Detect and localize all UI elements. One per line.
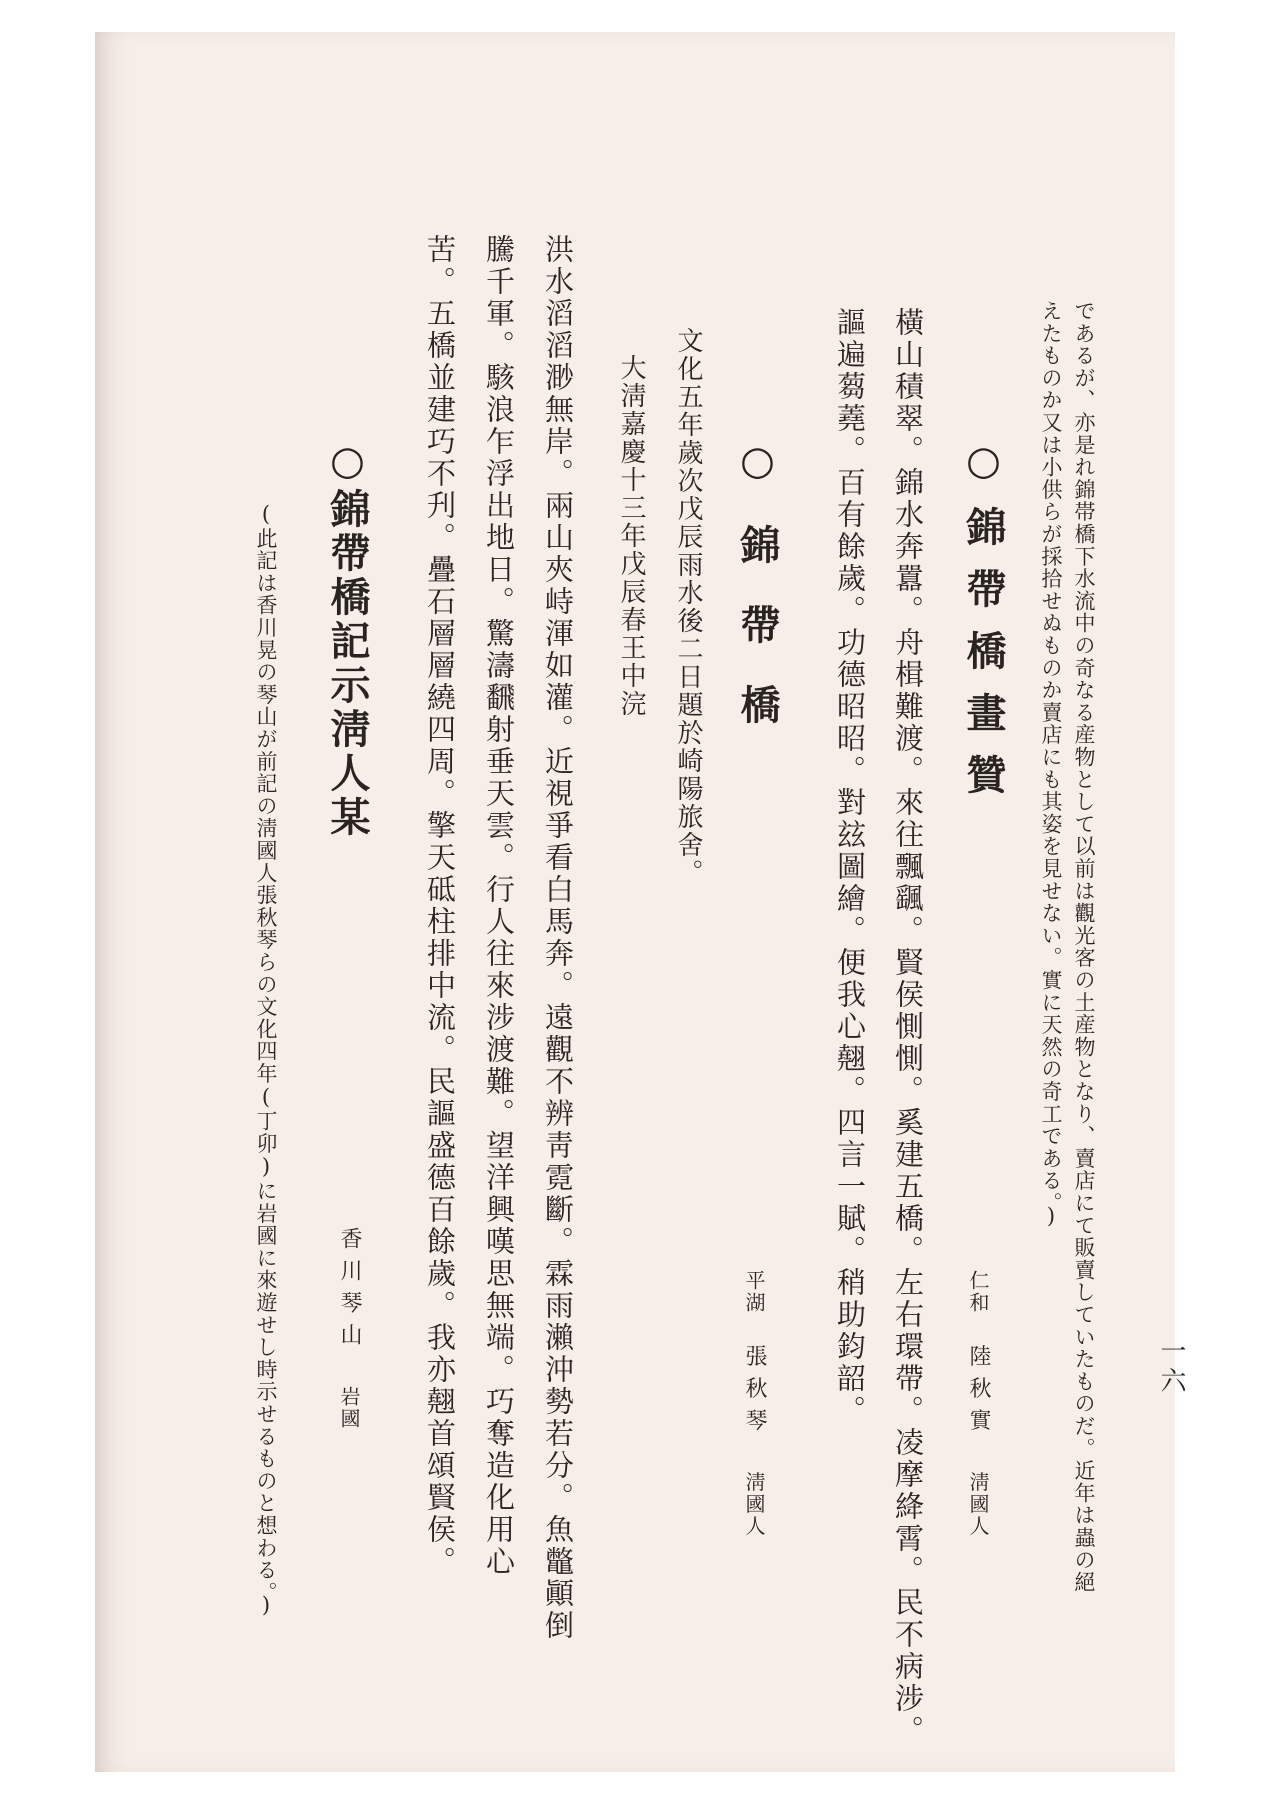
prose-line-2: えたものか又は小供らが採拾せぬものか賣店にも其姿を見せない。實に天然の奇工である。) [1039,300,1063,1230]
prose-line-1: であるが、亦是れ錦帯橋下水流中の奇なる産物として以前は觀光客の土産物となり、賣店にて販賣していたものだ。近年は蟲の絕 [1072,300,1096,1594]
section2-date-line-1: 文化五年歲次戊辰雨水後二日題於崎陽旅舍。 [673,327,703,887]
section3-author-note: 岩國 [337,1385,361,1430]
section2-line-2: 騰千軍。駭浪乍浮出地日。驚濤飜射垂天雲。行人往來涉渡難。望洋興嘆思無端。巧奪造化用心 [482,234,516,1578]
section3-author-name: 香川琴山 [337,1227,362,1355]
section3-note: (此記は香川晃の琴山が前記の淸國人張秋琴らの文化四年(丁卯)に岩國に來遊せし時示せるものと想わる。) [254,502,278,1619]
section2-line-3: 苦。五橋並建巧不刋。疊石層層繞四周。擎天砥柱排中流。民謳盛德百餘歲。我亦翹首頌賢侯。 [423,234,457,1578]
section1-line-1: 橫山積翠。錦水奔囂。舟楫難渡。來往飄颻。賢侯惻惻。奚建五橋。左右環帶。凌摩絳霄。民不病涉。 [891,307,925,1747]
section2-line-1: 洪水滔滔渺無岸。兩山夾峙渾如灌。近視爭看白馬奔。遠觀不辨靑霓斷。霖雨瀨沖勢若分。魚鼈顚倒 [541,234,575,1642]
section1-heading: ○錦帶橋畫贊 [960,437,1007,816]
section2-author-name: 張秋琴 [742,1344,767,1441]
section1-author-note: 淸國人 [966,1471,990,1538]
section1-author-origin: 仁和 [966,1270,990,1314]
section3-author [338,1227,360,1430]
section1-author [967,1270,989,1538]
section2-author [743,1270,765,1538]
section2-author-origin: 平湖 [742,1270,766,1314]
page-number: 一六 [1156,1337,1186,1397]
section2-author-note: 淸國人 [742,1471,766,1538]
section2-date-line-2: 大淸嘉慶十三年戊辰春王中浣 [616,354,646,718]
section3-heading: ○錦帶橋記示淸人某 [324,437,371,840]
section1-line-2: 謳遍蒭蕘。百有餘歲。功德昭昭。對玆圖繪。便我心翹。四言一賦。稍助鈞韶。 [833,307,867,1427]
section1-author-name: 陸秋實 [966,1344,991,1441]
section2-heading: ○錦帶橋 [734,437,781,764]
scanned-page [95,32,1186,1772]
